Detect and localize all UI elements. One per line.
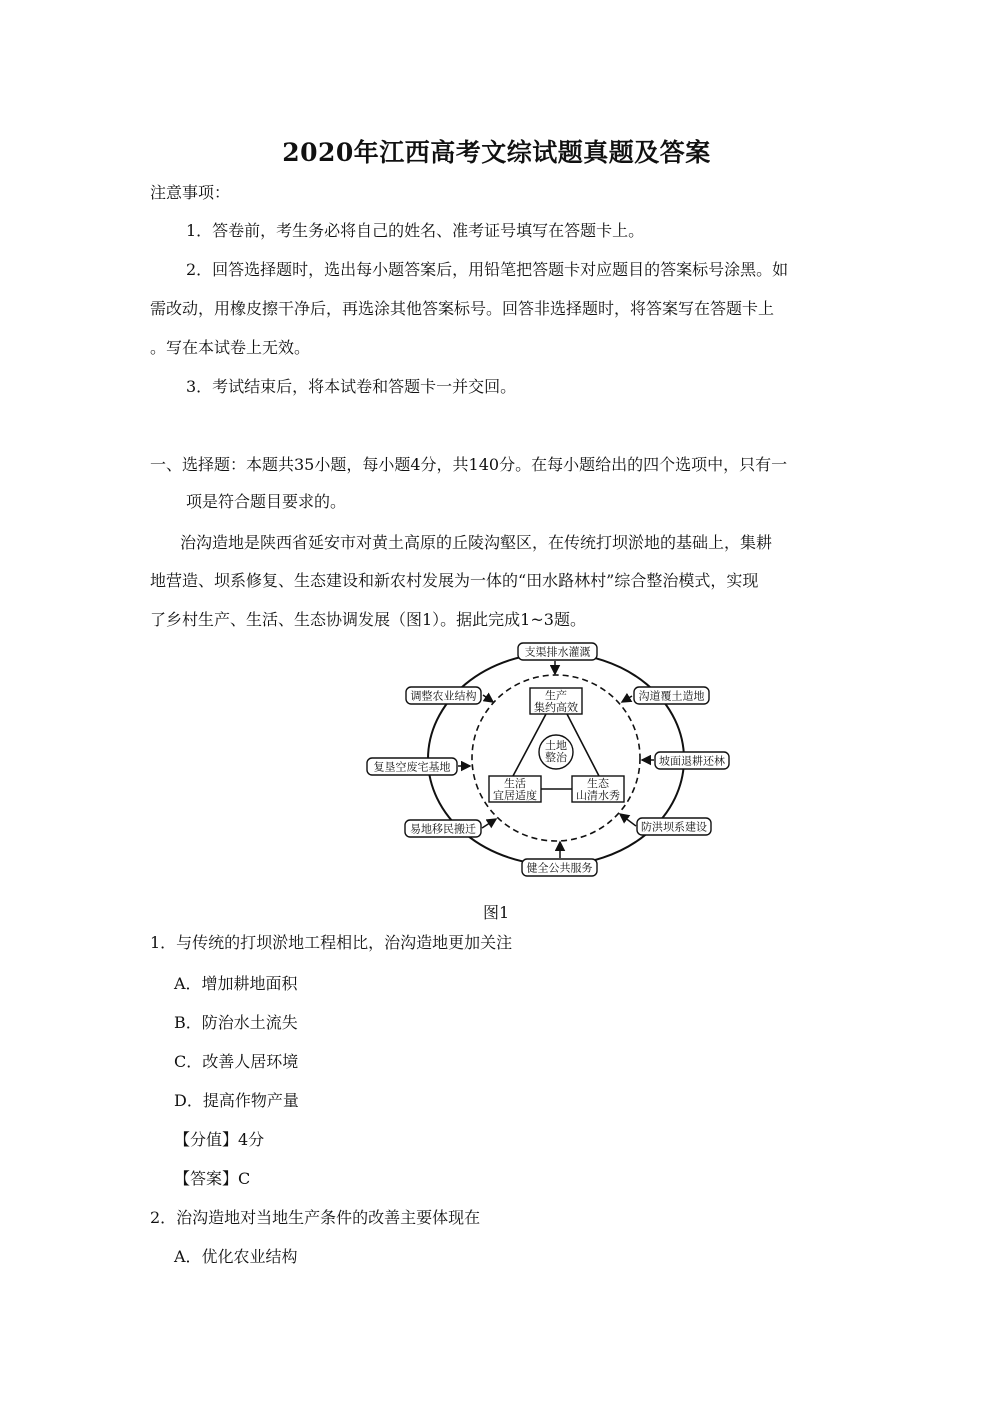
- svg-text:坡面退耕还林: 坡面退耕还林: [659, 754, 725, 768]
- svg-text:健全公共服务: 健全公共服务: [526, 861, 593, 875]
- question-2-option-a: A．优化农业结构: [174, 1247, 298, 1266]
- outer-box: [405, 820, 481, 837]
- notice-item-2-cont: 需改动，用橡皮擦干净后，再选涂其他答案标号。回答非选择题时，将答案写在答题卡上: [150, 299, 775, 318]
- svg-text:土地: 土地: [545, 739, 567, 752]
- question-1-option-c: C．改善人居环境: [174, 1052, 299, 1071]
- notice-item-2-cont2: 。写在本试卷上无效。: [150, 338, 311, 357]
- passage-line: 了乡村生产、生活、生态协调发展（图1）。据此完成1~3题。: [150, 610, 586, 629]
- passage-line: 治沟造地是陕西省延安市对黄土高原的丘陵沟壑区，在传统打坝淤地的基础上，集耕: [180, 533, 773, 552]
- page-title: 2020年江西高考文综试题真题及答案: [282, 138, 711, 167]
- notice-item-2: 2．回答选择题时，选出每小题答案后，用铅笔把答题卡对应题目的答案标号涂黑。如: [186, 260, 789, 279]
- question-1-score: 【分值】4分: [174, 1130, 265, 1149]
- svg-text:防洪坝系建设: 防洪坝系建设: [641, 820, 707, 834]
- svg-text:沟道覆土造地: 沟道覆土造地: [638, 689, 705, 703]
- notice-heading: 注意事项：: [150, 183, 231, 202]
- outer-box: [367, 758, 457, 775]
- question-1-option-b: B．防治水土流失: [174, 1013, 298, 1032]
- svg-text:支渠排水灌溉: 支渠排水灌溉: [524, 645, 591, 659]
- outer-box: [655, 752, 729, 769]
- outer-box: [518, 643, 597, 660]
- outer-box: [637, 818, 711, 835]
- question-1-option-a: A．增加耕地面积: [174, 974, 298, 993]
- outer-box: [522, 859, 597, 876]
- figure-caption: 图1: [483, 903, 510, 922]
- outer-box: [406, 687, 481, 704]
- section-heading: 一、选择题：本题共35小题，每小题4分，共140分。在每小题给出的四个选项中，只有一: [150, 455, 788, 474]
- svg-text:生产: 生产: [545, 689, 567, 702]
- section-heading-cont: 项是符合题目要求的。: [186, 492, 347, 511]
- svg-text:生活: 生活: [504, 777, 526, 790]
- figure-1-diagram: [360, 635, 740, 880]
- question-2-stem: 2．治沟造地对当地生产条件的改善主要体现在: [150, 1208, 481, 1227]
- notice-item-1: 1．答卷前，考生务必将自己的姓名、准考证号填写在答题卡上。: [186, 221, 645, 240]
- svg-text:整治: 整治: [545, 751, 567, 764]
- question-1-answer: 【答案】C: [174, 1169, 251, 1188]
- production-box: [530, 688, 582, 714]
- ecology-box: [572, 776, 624, 802]
- svg-text:宜居适度: 宜居适度: [493, 789, 537, 802]
- svg-text:易地移民搬迁: 易地移民搬迁: [410, 822, 476, 836]
- svg-text:调整农业结构: 调整农业结构: [410, 689, 477, 703]
- center-circle: [539, 735, 573, 769]
- question-1-stem: 1．与传统的打坝淤地工程相比，治沟造地更加关注: [150, 933, 513, 952]
- svg-text:生态: 生态: [587, 777, 609, 790]
- notice-item-3: 3．考试结束后，将本试卷和答题卡一并交回。: [186, 377, 517, 396]
- svg-text:山清水秀: 山清水秀: [576, 789, 620, 802]
- passage-line: 地营造、坝系修复、生态建设和新农村发展为一体的“田水路林村”综合整治模式，实现: [150, 571, 759, 590]
- living-box: [489, 776, 541, 802]
- question-1-option-d: D．提高作物产量: [174, 1091, 299, 1110]
- svg-text:复垦空废宅基地: 复垦空废宅基地: [373, 760, 451, 774]
- svg-text:集约高效: 集约高效: [534, 701, 578, 714]
- outer-box: [634, 687, 709, 704]
